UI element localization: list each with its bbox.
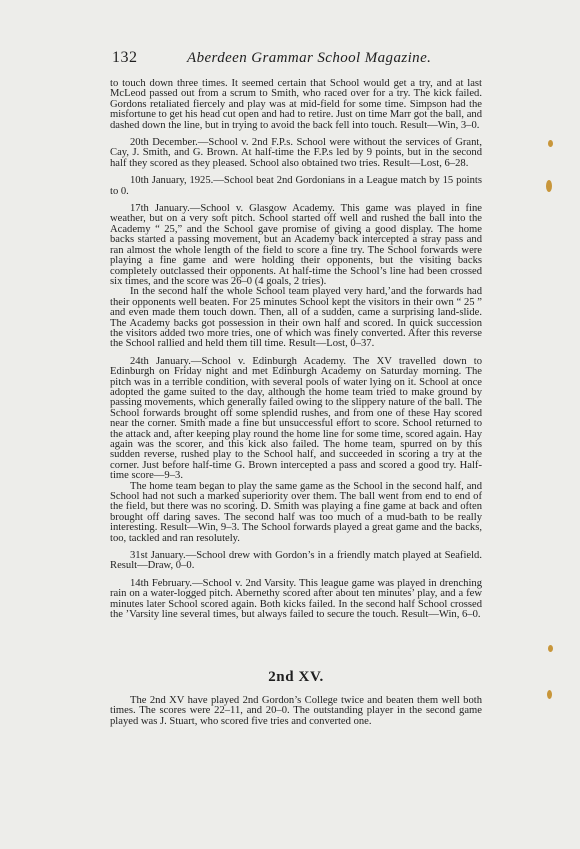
paragraph-2nd-xv: The 2nd XV have played 2nd Gordon’s College twice and beaten them well both times. The scores were 22–11, and 20–0. The outstanding player in the second game played was J. Stuart, who scored five tries and converted one. xyxy=(110,695,482,727)
paragraph-10th-january: 10th January, 1925.—School beat 2nd Gordonians in a League match by 15 points to 0. xyxy=(110,175,482,197)
paragraph-31st-january: 31st January.—School drew with Gordon’s in a friendly match played at Seafield. Result—Draw, 0–0. xyxy=(110,550,482,572)
paragraph-20th-december: 20th December.—School v. 2nd F.P.s. School were without the services of Grant, Cay, J. Smith, and G. Brown. At half-time the F.P.s led by 9 points, but in the second half they scored as they pleased. School also obtained two tries. Result—Lost, 6–28. xyxy=(110,137,482,169)
page-number: 132 xyxy=(112,49,138,66)
binding-mark xyxy=(548,140,553,147)
paragraph-24th-january: 24th January.—School v. Edinburgh Academy. The XV travelled down to Edinburgh on Friday night and met Edinburgh Academy on Saturday morning. The pitch was in a terrible condition, with several pools of water lying on it. School at once adopted the game suited to the day, although the home team tried to make ground by passing movements, which generally failed owing to the slippery nature of the ball. The School forwards brought off some splendid rushes, and from one of these Hay scored near the corner. Smith made a fine but unsuccessful effort to score. School returned to the attack and, after keeping play round the home line for some time, scored again. Hay again was the scorer, and this kick also failed. The home team, spurred on by this sudden reverse, rushed play to the School half, and succeeded in scoring a try at the corner. Just before half-time G. Brown intercepted a pass and scored a good try. Half-time score—9–3. xyxy=(110,355,482,482)
running-title: Aberdeen Grammar School Magazine. xyxy=(187,50,432,66)
paragraph-17th-january-second-half: In the second half the whole School team played very hard,’and the forwards had their opponents well beaten. For 25 minutes School kept the visitors in their own “ 25 ” and even made them touch down. Then, all of a sudden, came a surprising land-slide. The Academy backs got possession in their own half and scored. In quick succession the visitors added two more tries, one of which was finely converted. After this reverse the School rallied and held them till time. Result—Lost, 0–37. xyxy=(110,286,482,350)
paragraph-17th-january: 17th January.—School v. Glasgow Academy. This game was played in fine weather, but on a very soft pitch. School started off well and rushed the ball into the Academy “ 25,” and the School gave promise of giving a good display. The home backs started a passing movement, but an Academy back intercepted a stray pass and ran almost the whole length of the field to score a fine try. The School forwards were playing a fine game and were holding their opponents, but the visiting backs completely outclassed their opponents. At half-time the School’s line had been crossed six times, and the score was 26–0 (4 goals, 2 tries). xyxy=(110,203,482,287)
page-header xyxy=(112,49,482,69)
section-heading-2nd-xv: 2nd XV. xyxy=(268,669,324,685)
binding-mark xyxy=(548,645,553,652)
paragraph-14th-february: 14th February.—School v. 2nd Varsity. This league game was played in drenching rain on a water-logged pitch. Abernethy scored after about ten minutes’ play, and a few minutes later School scored again. Both kicks failed. In the second half School crossed the ’Varsity line several times, but always failed to secure the touch. Result—Win, 6–0. xyxy=(110,577,482,621)
second-xv-report xyxy=(110,696,482,727)
binding-mark xyxy=(547,690,552,699)
match-reports xyxy=(110,79,482,628)
paragraph-24th-january-second-half: The home team began to play the same game as the School in the second half, and School had not such a marked superiority over them. The ball went from end to end of the field, but there was no scoring. D. Smith was playing a fine game at back and often brought off daring saves. The second half was too much of a mud-bath to be really interesting. Result—Win, 9–3. The School forwards played a great game and the backs, too, tackled and ran resolutely. xyxy=(110,480,482,544)
binding-mark xyxy=(546,180,552,192)
paragraph-continuation: to touch down three times. It seemed certain that School would get a try, and at last McLeod passed out from a scrum to Smith, who raced over for a try. The kick failed. Gordons retaliated fiercely and play was at mid-field for some time. Simpson had the misfortune to get his head cut open and had to retire. Just on time Marr got the ball, and dashed down the line, but in trying to avoid the back fell into touch. Result—Win, 3–0. xyxy=(110,78,482,131)
